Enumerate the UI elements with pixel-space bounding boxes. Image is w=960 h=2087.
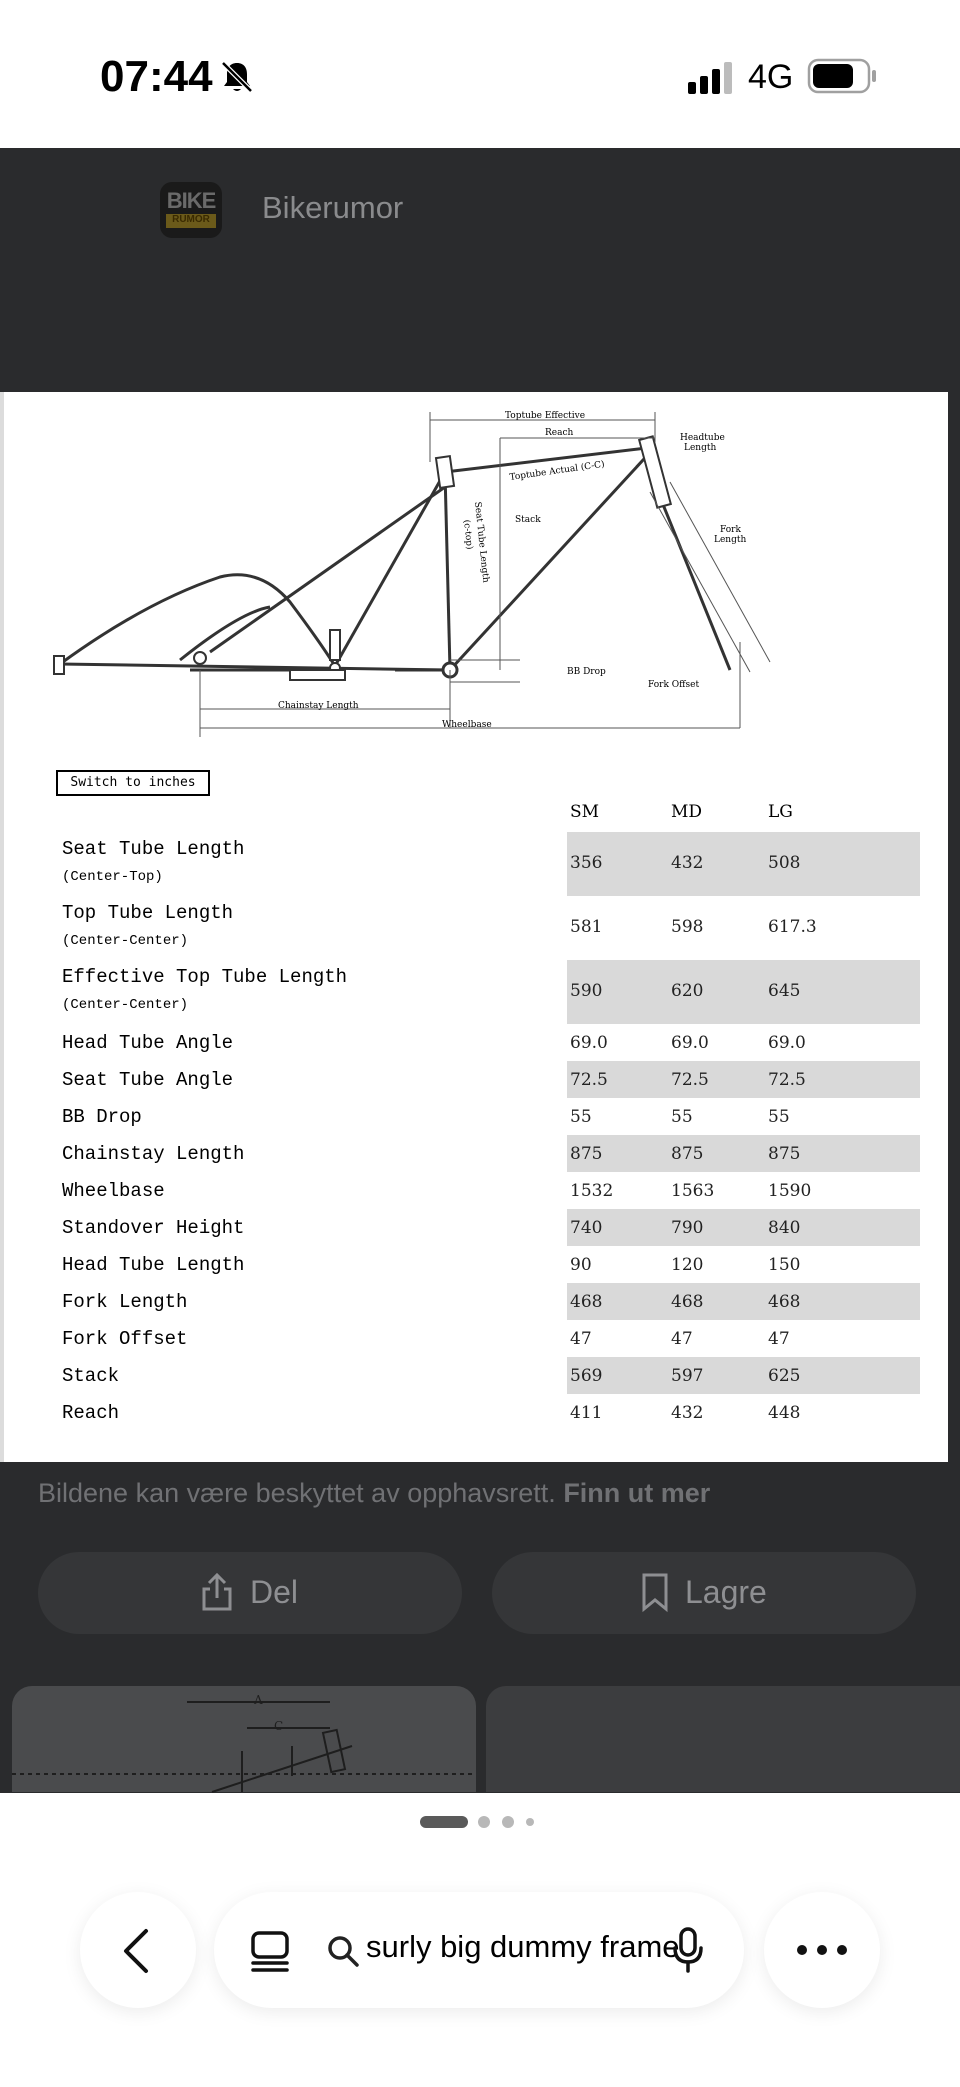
table-row (0, 1394, 948, 1431)
table-cell: 90 (570, 1255, 592, 1275)
table-row (0, 1172, 948, 1209)
table-row (0, 960, 948, 1024)
table-row (0, 1135, 948, 1172)
source-logo-top: BIKE (166, 188, 216, 213)
row-sublabel: (Center-Center) (62, 997, 189, 1013)
dim-bb-drop: BB Drop (567, 667, 606, 677)
table-cell: 69.0 (768, 1033, 806, 1053)
dim-fork-length-1: Fork (720, 525, 741, 535)
microphone-icon[interactable] (672, 1926, 704, 1974)
table-cell: 150 (768, 1255, 801, 1275)
table-cell: 69.0 (570, 1033, 608, 1053)
dim-headtube-2: Length (684, 443, 717, 453)
more-options-button[interactable] (764, 1892, 880, 2008)
row-label: Stack (62, 1365, 120, 1387)
table-cell: 120 (671, 1255, 704, 1275)
save-button[interactable] (492, 1552, 916, 1634)
table-cell: 1590 (768, 1181, 812, 1201)
table-cell: 55 (671, 1107, 693, 1127)
dim-headtube-1: Headtube (680, 433, 725, 443)
dim-chainstay: Chainstay Length (278, 701, 359, 711)
row-label: Seat Tube Angle (62, 1069, 234, 1091)
table-cell: 47 (570, 1329, 592, 1349)
table-cell: 625 (768, 1366, 801, 1386)
status-bar (0, 0, 960, 148)
table-row (0, 896, 948, 960)
row-label: Fork Offset (62, 1328, 188, 1350)
dim-fork-length-2: Length (714, 535, 747, 545)
dim-seat-tube-1: Seat Tube Length (472, 501, 491, 584)
table-row (0, 1061, 948, 1098)
table-cell: 356 (570, 853, 603, 873)
pagination-dots (420, 1814, 540, 1830)
table-cell: 47 (671, 1329, 693, 1349)
table-cell: 72.5 (768, 1070, 806, 1090)
table-row (0, 1357, 948, 1394)
table-row (0, 1246, 948, 1283)
table-cell: 1563 (671, 1181, 715, 1201)
bookmark-icon (640, 1572, 670, 1612)
table-cell: 411 (570, 1403, 603, 1423)
dim-stack: Stack (515, 515, 541, 525)
share-label: Del (250, 1574, 299, 1610)
row-label: Head Tube Angle (62, 1032, 234, 1054)
table-cell: 468 (570, 1292, 603, 1312)
row-label: Wheelbase (62, 1180, 165, 1202)
row-sublabel: (Center-Center) (62, 933, 189, 949)
table-cell: 72.5 (570, 1070, 608, 1090)
save-label: Lagre (685, 1574, 767, 1610)
row-label: Standover Height (62, 1217, 245, 1239)
table-row (0, 1283, 948, 1320)
row-label: Chainstay Length (62, 1143, 245, 1165)
row-label: Reach (62, 1402, 120, 1424)
table-cell: 597 (671, 1366, 704, 1386)
row-label: Top Tube Length (62, 902, 234, 924)
table-cell: 740 (570, 1218, 603, 1238)
dim-wheelbase: Wheelbase (442, 720, 492, 730)
table-row (0, 1209, 948, 1246)
share-button[interactable] (38, 1552, 462, 1634)
table-cell: 569 (570, 1366, 603, 1386)
dim-toptube-actual: Toptube Actual (C-C) (509, 459, 606, 483)
table-cell: 72.5 (671, 1070, 709, 1090)
table-cell: 875 (768, 1144, 801, 1164)
frame-geometry-diagram (50, 402, 910, 732)
row-label: Seat Tube Length (62, 838, 245, 860)
column-header: MD (671, 802, 703, 822)
learn-more-link[interactable]: Finn ut mer (563, 1478, 711, 1508)
table-cell: 55 (768, 1107, 790, 1127)
table-cell: 645 (768, 981, 801, 1001)
row-sublabel: (Center-Top) (62, 869, 163, 885)
table-cell: 840 (768, 1218, 801, 1238)
table-cell: 590 (570, 981, 603, 1001)
tabs-icon[interactable] (250, 1930, 290, 1972)
more-icon (796, 1944, 848, 1956)
table-row (0, 1098, 948, 1135)
table-cell: 468 (671, 1292, 704, 1312)
table-cell: 581 (570, 917, 603, 937)
table-cell: 598 (671, 917, 704, 937)
search-icon (326, 1934, 360, 1968)
table-row (0, 1320, 948, 1357)
table-cell: 69.0 (671, 1033, 709, 1053)
table-cell: 468 (768, 1292, 801, 1312)
table-cell: 508 (768, 853, 801, 873)
table-cell: 448 (768, 1403, 801, 1423)
column-header: LG (768, 802, 793, 822)
row-label: Effective Top Tube Length (62, 966, 348, 988)
source-name[interactable]: Bikerumor (262, 190, 404, 225)
column-header: SM (570, 802, 600, 822)
row-label: Head Tube Length (62, 1254, 245, 1276)
table-cell: 617.3 (768, 917, 817, 937)
table-cell: 875 (671, 1144, 704, 1164)
bell-slash-icon (218, 58, 256, 96)
table-cell: 47 (768, 1329, 790, 1349)
signal-icon (688, 62, 734, 94)
battery-icon (808, 58, 878, 94)
related-dim-a: A (254, 1693, 263, 1707)
back-icon (120, 1928, 150, 1974)
related-dim-c: C (274, 1719, 284, 1733)
share-icon (200, 1572, 234, 1612)
address-bar[interactable] (214, 1892, 744, 2008)
copyright-notice (38, 1478, 710, 1509)
table-cell: 432 (671, 1403, 704, 1423)
source-logo[interactable] (160, 182, 222, 238)
image-preview[interactable] (0, 392, 948, 1462)
search-query[interactable]: surly big dummy frame (366, 1929, 680, 1964)
back-button[interactable] (80, 1892, 196, 2008)
table-cell: 1532 (570, 1181, 614, 1201)
table-cell: 790 (671, 1218, 704, 1238)
status-time: 07:44 (100, 52, 213, 101)
copyright-text: Bildene kan være beskyttet av opphavsrett. (38, 1478, 556, 1508)
table-cell: 55 (570, 1107, 592, 1127)
related-frame-diagram (12, 1686, 476, 1792)
network-label: 4G (748, 58, 794, 96)
dim-fork-offset: Fork Offset (648, 680, 700, 690)
table-row (0, 1024, 948, 1061)
table-row (0, 832, 948, 896)
switch-units-button: Switch to inches (56, 770, 210, 796)
row-label: BB Drop (62, 1106, 142, 1128)
table-cell: 620 (671, 981, 704, 1001)
dim-seat-tube-2: (c-top) (461, 519, 475, 551)
source-logo-bottom: RUMOR (166, 214, 216, 228)
related-image-thumbnail[interactable] (12, 1686, 476, 1792)
dim-toptube-effective: Toptube Effective (505, 411, 586, 421)
dim-reach: Reach (545, 428, 574, 438)
row-label: Fork Length (62, 1291, 188, 1313)
table-cell: 875 (570, 1144, 603, 1164)
related-image-thumbnail-2[interactable] (486, 1686, 960, 1792)
table-cell: 432 (671, 853, 704, 873)
